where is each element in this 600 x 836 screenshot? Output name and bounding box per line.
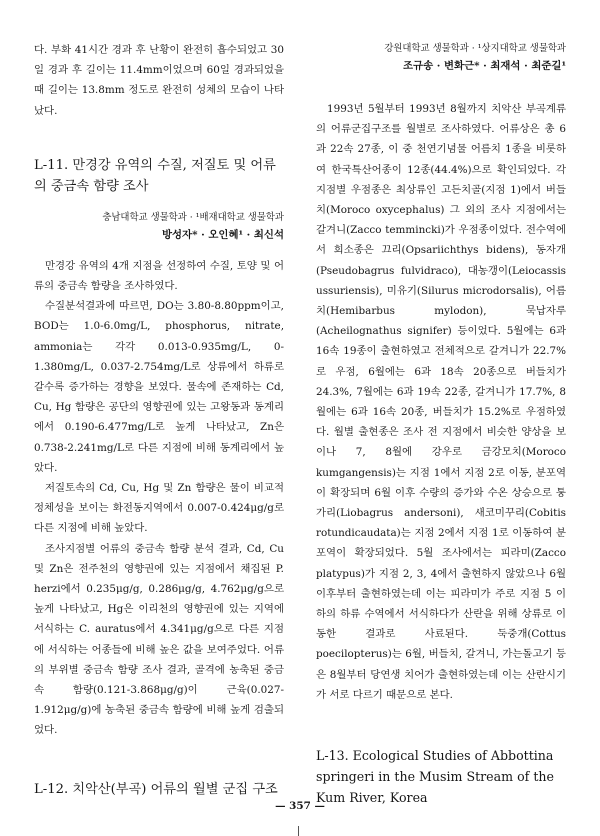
right-column: [316, 40, 566, 808]
section-title: 만경강 유역의 수질, 저질토 및 어류의 중금속 함량 조사: [34, 157, 276, 194]
continued-paragraph: 다. 부화 41시간 경과 후 난황이 완전히 흡수되었고 30일 경과 후 길이는 11.4mm이었으며 60일 경과되었을 때 길이는 13.8mm 정도로 완전히 성체의 모습이 나타났다.: [34, 44, 284, 117]
section-l13: [316, 745, 566, 808]
section-l11: [34, 155, 284, 741]
section-heading: [316, 745, 566, 808]
section-number: L-12.: [34, 781, 69, 797]
abstract-paragraph: 1993년 5월부터 1993년 8월까지 치악산 부곡계류의 어류군집구조를 월별로 조사하였다. 어류상은 총 6과 22속 27종, 이 중 천연기념물 어름치 1종을 비롯하여 한국특산어종이 12종(44.4%)으로 확인되었다. 각 지점별 우점종은 최상류인 고든치골(지점 1)에서 버들치(Moroco oxycephalus) 그 외의 조사 지점에서는 갈겨니(Zacco temmincki)가 우점종이었다. 전수역에서 희소종은 끄리(Opsariichthys bidens), 동자개(Pseudobagrus fulvidraco), 대농갱이(Leiocassis ussuriensis), 미유기(Silurus microdorsalis), 어름치(Hemibarbus mylodon), 묵납자루(Acheilognathus signifer) 등이었다. 5월에는 6과 16속 19종이 출현하였고 전체적으로 갈겨니가 22.7%로 우점, 6월에는 6과 18속 20종으로 버들치가 24.3%, 7월에는 6과 19속 22종, 갈겨니가 17.7%, 8월에는 6과 16속 20종, 버들치가 15.2%로 우점하였다. 월별 출현종은 조사 전 지점에서 비슷한 양상을 보이나 7, 8월에 강우로 금강모치(Moroco kumgangensis)는 지점 1에서 지점 2로 이동, 분포역이 확장되며 6월 이후 수량의 증가와 수온 상승으로 퉁가리(Liobagrus andersoni), 새코미꾸리(Cobitis rotundicaudata)는 지점 2에서 지점 1로 이동하여 분포역이 확장되었다. 5월 조사에서는 피라미(Zacco platypus)가 지점 2, 3, 4에서 출현하지 않았으나 6월 이후부터 출현하였는데 이는 피라미가 주로 지점 5 이하의 하류 수역에서 서식하다가 산란을 위해 상류로 이동한 결과로 사료된다. 둑중개(Cottus poecilopterus)는 6월, 버들치, 갈겨니, 가는돌고기 등은 8월부터 당연생 치어가 출현하였는데 이는 산란시기가 서로 다르기 때문으로 본다.: [316, 103, 566, 701]
page-number: — 357 —: [275, 800, 325, 812]
section-title: 치악산(부곡) 어류의 월별 군집 구조: [72, 781, 278, 797]
section-title: Ecological Studies of Abbottina springeri in the Musim Stream of the Kum River, Korea: [316, 748, 554, 806]
authors: 조규송 · 변화근* · 최재석 · 최준길¹: [403, 60, 566, 72]
affiliation: 강원대학교 생물학과 · ¹상지대학교 생물학과: [384, 43, 566, 54]
abstract-paragraph: 조사지점별 어류의 중금속 함량 분석 결과, Cd, Cu 및 Zn은 전주천의 영향권에 있는 지점에서 채집된 P. herzi에서 0.235μg/g, 0.286μg/g, 4.762μg/g으로 높게 나타났고, Hg은 이리천의 영향권에 있는 지역에 서식하는 C. auratus에서 4.341μg/g으로 다른 지점에 서식하는 어종들에 비해 높은 값을 보여주었다. 어류의 부위별 중금속 함량 조사 결과, 골격에 농축된 중금속 함량(0.121-3.868μg/g)이 근육(0.027-1.912μg/g)에 농축된 중금속 함량에 비해 높게 검출되었다.: [34, 542, 284, 737]
left-column: [34, 40, 284, 800]
binding-mark: [298, 826, 299, 836]
section-number: L-11.: [34, 157, 69, 173]
section-l12: [34, 779, 284, 800]
authors: 방성자* · 오인혜¹ · 최신석: [161, 228, 284, 241]
section-number: L-13.: [316, 748, 349, 764]
abstract-paragraph: 수질분석결과에 따르면, DO는 3.80-8.80ppm이고, BOD는 1.0-6.0mg/L, phosphorus, nitrate, ammonia는 각각 0.013-0.935mg/L, 0-1.380mg/L, 0.037-2.754mg/L로 상류에서 하류로 갈수록 증가하는 경향을 보였다. 물속에 존재하는 Cd, Cu, Hg 함량은 공단의 영향권에 있는 고왕동과 동계리에서 0.190-6.477mg/L로 높게 나타났고, Zn은 0.738-2.241mg/L로 다른 지점에 비해 동계리에서 높았다.: [34, 300, 284, 474]
affiliation: 충남대학교 생물학과 · ¹배재대학교 생물학과: [102, 211, 284, 223]
section-heading: [34, 779, 284, 800]
section-heading: [34, 155, 284, 197]
abstract-paragraph: 저질토속의 Cd, Cu, Hg 및 Zn 함량은 물이 비교적 정체성을 보이는 화전동지역에서 0.007-0.424μg/g로 다른 지점에 비해 높았다.: [34, 482, 284, 535]
abstract-paragraph: 만경강 유역의 4개 지점을 선정하여 수질, 토양 및 어류의 중금속 함량을 조사하였다.: [34, 259, 284, 293]
